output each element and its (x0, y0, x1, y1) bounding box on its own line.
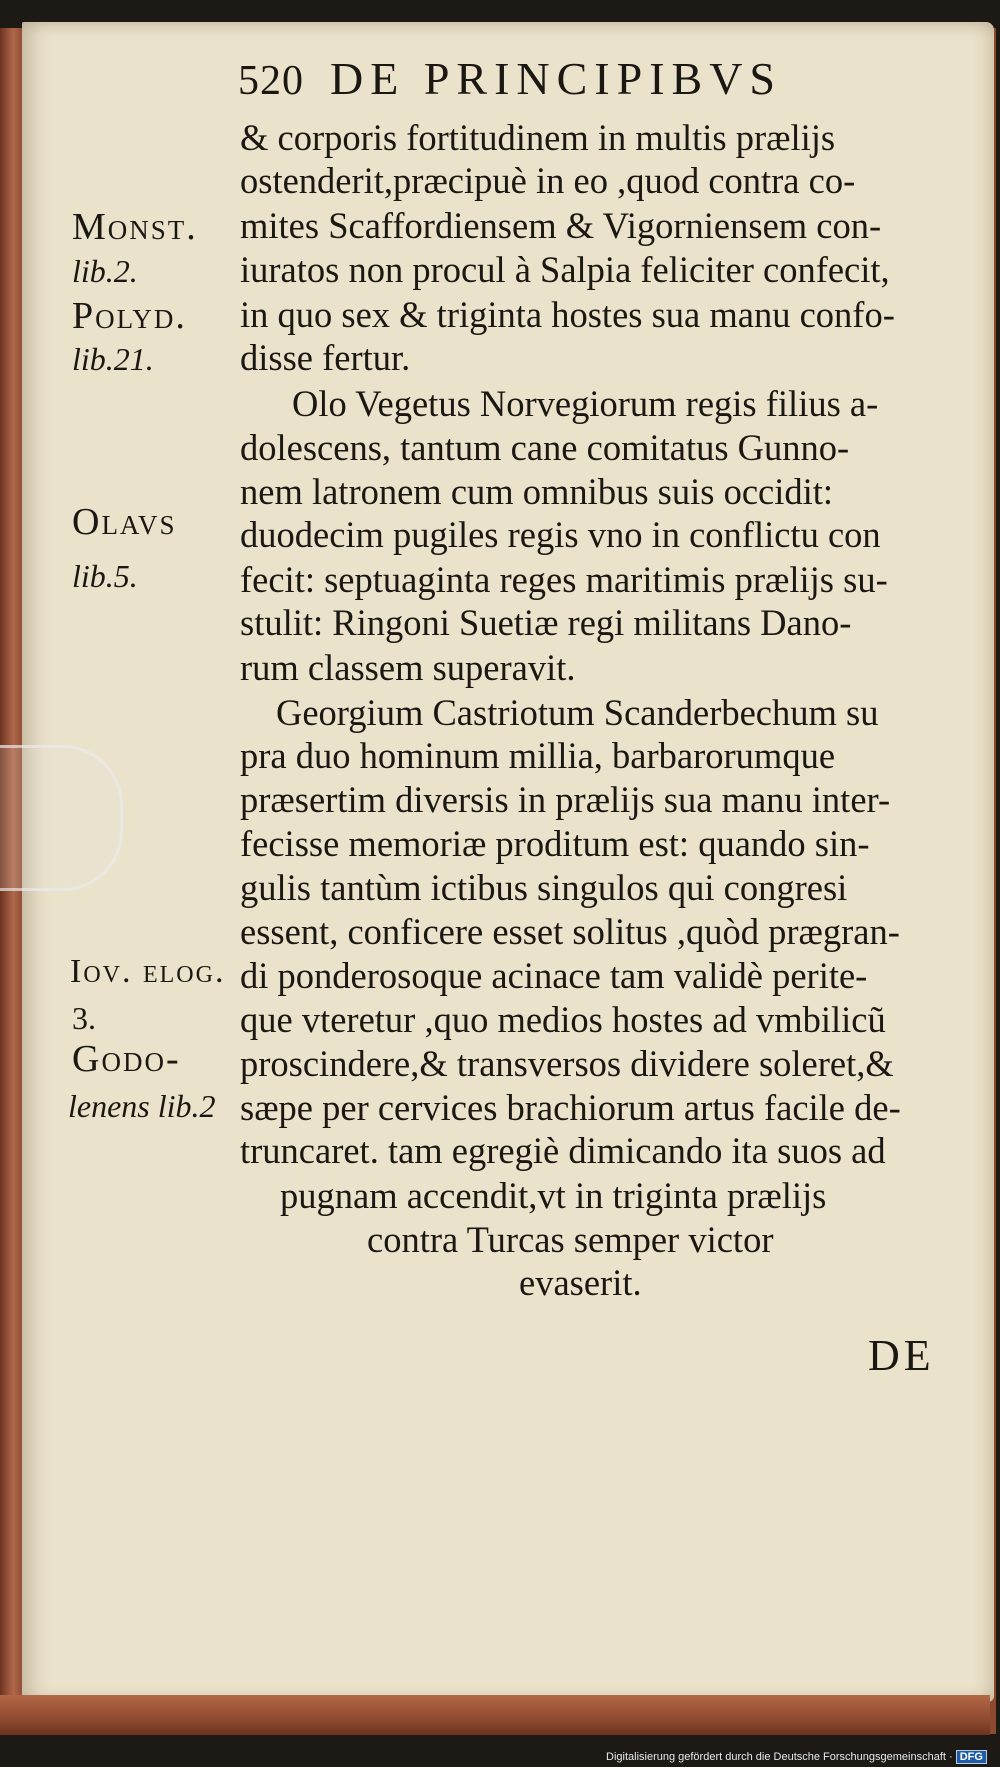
text-line: nem latronem cum omnibus suis occidit: (240, 471, 834, 512)
text-line: sæpe per cervices brachiorum artus facile de- (240, 1087, 901, 1128)
margin-note: lenens lib.2 (68, 1088, 216, 1124)
text-line: stulit: Ringoni Suetiæ regi militans Dano- (240, 602, 852, 643)
text-line: fecit: septuaginta reges maritimis prælijs su- (240, 559, 888, 600)
margin-note: Godo- (72, 1038, 181, 1080)
text-line: truncaret. tam egregiè dimicando ita suos ad (240, 1130, 886, 1171)
dfg-logo: DFG (956, 1750, 987, 1764)
running-title: DE PRINCIPIBVS (330, 53, 783, 104)
text-line: contra Turcas semper victor (367, 1219, 774, 1260)
text-line: fecisse memoriæ proditum est: quando sin- (240, 823, 870, 864)
margin-note: Olavs (72, 501, 177, 543)
text-line: iuratos non procul à Salpia feliciter confecit, (240, 249, 890, 290)
margin-note: lib.2. (72, 253, 138, 289)
page-number: 520 (238, 58, 304, 104)
credit-text: Digitalisierung gefördert durch die Deutsche Forschungsgemeinschaft · (606, 1751, 953, 1763)
margin-note: 3. (72, 1000, 96, 1036)
text-line: rum classem superavit. (240, 647, 576, 688)
text-line: proscindere,& transversos dividere soleret,& (240, 1043, 894, 1084)
text-line: mites Scaffordiensem & Vigorniensem con- (240, 205, 882, 246)
running-header (238, 52, 938, 105)
text-line: di ponderosoque acinace tam validè perite- (240, 955, 868, 996)
text-line: pra duo hominum millia, barbarorumque (240, 735, 836, 776)
text-line: Georgium Castriotum Scanderbechum su (276, 692, 879, 733)
text-line: duodecim pugiles regis vno in conflictu con (240, 514, 881, 555)
text-line: & corporis fortitudinem in multis prælijs (240, 117, 836, 158)
text-line: essent, conficere esset solitus ,quòd prægran- (240, 911, 900, 952)
text-line: præsertim diversis in prælijs sua manu inter- (240, 779, 891, 820)
text-line: disse fertur. (240, 337, 411, 378)
margin-note: lib.5. (72, 558, 138, 594)
text-line: gulis tantùm ictibus singulos qui congresi (240, 867, 848, 908)
text-line: Olo Vegetus Norvegiorum regis filius a- (292, 383, 879, 424)
margin-note: Iov. elog. (70, 953, 226, 990)
margin-note: Monst. (72, 206, 198, 248)
margin-note: lib.21. (72, 341, 154, 377)
text-line: pugnam accendit,vt in triginta prælijs (280, 1175, 827, 1216)
book-edge-bottom (0, 1695, 990, 1735)
text-line: que vteretur ,quo medios hostes ad vmbilicũ (240, 999, 886, 1040)
text-line: in quo sex & triginta hostes sua manu confo- (240, 294, 895, 335)
text-line: ostenderit,præcipuè in eo ,quod contra co- (240, 160, 856, 201)
page-clip (0, 745, 123, 891)
text-line: dolescens, tantum cane comitatus Gunno- (240, 427, 850, 468)
margin-note: Polyd. (72, 295, 187, 337)
text-line: evaserit. (519, 1262, 642, 1303)
catchword: DE (868, 1331, 935, 1380)
digitization-credit (606, 1750, 987, 1764)
